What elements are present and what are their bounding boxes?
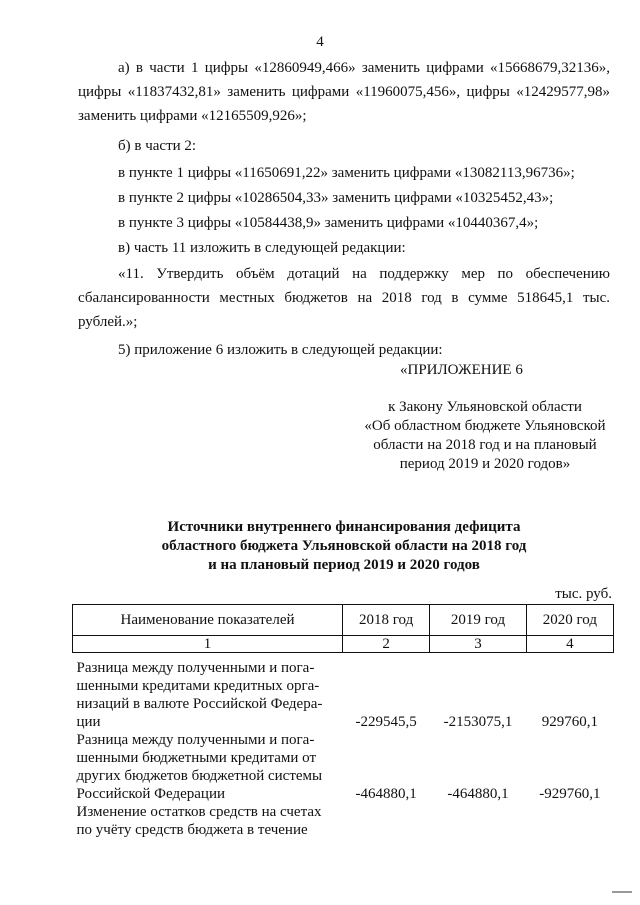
- paragraph-c-heading: в) часть 11 изложить в следующей редакции:: [118, 240, 406, 256]
- appendix-reference: [360, 398, 610, 474]
- table-row: [73, 653, 614, 732]
- appendix-ref-line3: области на 2018 год и на плановый: [373, 437, 597, 453]
- quote-line1: «11. Утвердить объём дотаций на поддержку мер по обеспечению: [118, 266, 610, 282]
- appendix-title: «ПРИЛОЖЕНИЕ 6: [400, 362, 523, 378]
- paragraph-a-line1: а) в части 1 цифры «12860949,466» заменить цифрами «15668679,32136»,: [118, 60, 610, 76]
- appendix-ref-line2: «Об областном бюджете Ульяновской: [364, 418, 606, 434]
- value-2019: -464880,1: [447, 786, 509, 802]
- table-row: [73, 803, 614, 839]
- header-2020: 2020 год: [526, 605, 613, 636]
- value-2020: [526, 803, 613, 839]
- paragraph-a-line2: цифры «11837432,81» заменить цифрами «11960075,456», цифры «12429577,98»: [78, 84, 610, 100]
- quote-line2: сбалансированности местных бюджетов на 2018 год в сумме 518645,1 тыс.: [78, 290, 610, 306]
- table-title-line1: Источники внутреннего финансирования дефицита: [167, 519, 521, 535]
- row-name-line: ции: [76, 714, 101, 730]
- header-indicator: Наименование показателей: [73, 605, 343, 636]
- appendix-ref-line4: период 2019 и 2020 годов»: [399, 456, 571, 472]
- header-2019: 2019 год: [430, 605, 527, 636]
- value-2018: -464880,1: [355, 786, 417, 802]
- appendix-ref-line1: к Закону Ульяновской области: [388, 399, 582, 415]
- row-name-line: Российской Федерации: [76, 786, 226, 802]
- financing-sources-table: [72, 604, 614, 839]
- row-name-line: Разница между полученными и пога-: [76, 660, 315, 676]
- row-name-line: низаций в валюте Российской Федера-: [76, 696, 323, 712]
- column-number-3: 3: [430, 636, 527, 653]
- table-title-line3: и на плановый период 2019 и 2020 годов: [208, 557, 480, 573]
- row-name-line: шенными кредитами кредитных орга-: [76, 678, 320, 694]
- table-title: [78, 518, 610, 575]
- paragraph-b-point2: в пункте 2 цифры «10286504,33» заменить цифрами «10325452,43»;: [118, 190, 554, 206]
- row-name: [73, 731, 343, 803]
- quote-line3: рублей.»;: [78, 314, 138, 330]
- header-2018: 2018 год: [343, 605, 430, 636]
- paragraph-b-point3: в пункте 3 цифры «10584438,9» заменить цифрами «10440367,4»;: [118, 215, 539, 231]
- row-name: [73, 653, 343, 732]
- column-number-2: 2: [343, 636, 430, 653]
- column-number-1: 1: [73, 636, 343, 653]
- paragraph-five: 5) приложение 6 изложить в следующей редакции:: [118, 342, 443, 358]
- value-2018: [343, 803, 430, 839]
- row-name-line: шенными бюджетными кредитами от: [76, 750, 317, 766]
- table-row: [73, 731, 614, 803]
- row-name-line: Разница между полученными и пога-: [76, 732, 315, 748]
- table-title-line2: областного бюджета Ульяновской области на 2018 год: [161, 538, 527, 554]
- value-2020: -929760,1: [539, 786, 601, 802]
- column-number-4: 4: [526, 636, 613, 653]
- row-name: [73, 803, 343, 839]
- units-label: тыс. руб.: [555, 586, 612, 602]
- row-name-line: по учёту средств бюджета в течение: [76, 822, 308, 838]
- value-2019: -2153075,1: [443, 714, 513, 730]
- value-2019: [430, 803, 527, 839]
- paragraph-b-point1: в пункте 1 цифры «11650691,22» заменить цифрами «13082113,96736»;: [118, 165, 575, 181]
- value-2020: 929760,1: [541, 714, 599, 730]
- value-2018: -229545,5: [355, 714, 417, 730]
- scan-artifact-mark: [612, 891, 632, 893]
- paragraph-b-heading: б) в части 2:: [118, 138, 197, 154]
- page-number: 4: [316, 34, 324, 50]
- row-name-line: других бюджетов бюджетной системы: [76, 768, 323, 784]
- table-header-row: [73, 605, 614, 636]
- paragraph-a-line3: заменить цифрами «12165509,926»;: [78, 108, 307, 124]
- row-name-line: Изменение остатков средств на счетах: [76, 804, 322, 820]
- column-numbers-row: [73, 636, 614, 653]
